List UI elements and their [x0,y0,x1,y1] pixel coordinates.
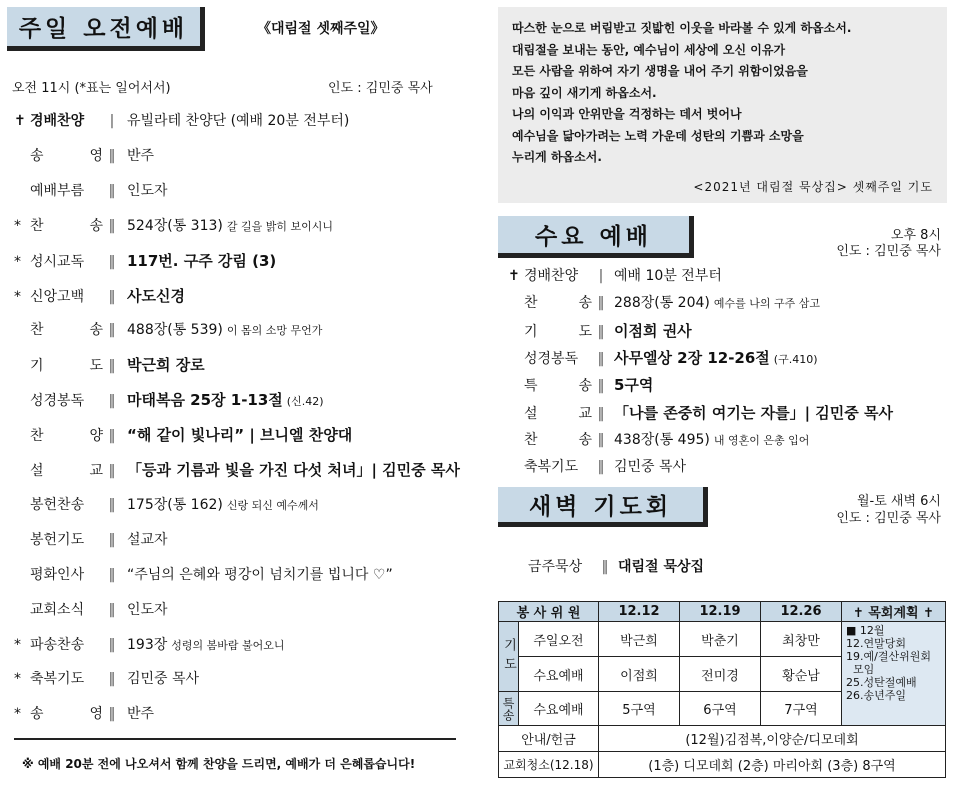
order-row [508,320,692,341]
order-item-sep: ‖ [597,350,605,367]
order-item-name: 성경봉독 [30,393,85,410]
order-item-sep: ‖ [597,295,605,312]
order-item-value: “해 같이 빛나리” | 브니엘 찬양대 [127,426,353,445]
plan-line: 12.연말당회 [846,637,906,650]
stand-marker: ✝ [14,113,26,129]
dawn-title: 새벽 기도회 [498,487,708,527]
order-item-name: 축복기도 [30,671,85,688]
vol-cell: 5구역 [599,692,680,726]
order-item-value: 193장 [127,636,168,653]
vol-cell: 최창만 [761,622,842,657]
plan-line: 25.성탄절예배 [846,676,917,689]
order-item-value: 유빌라테 찬양단 (예배 20분 전부터) [127,113,350,129]
order-row [14,110,349,130]
order-row [14,529,168,549]
vol-cell: 박근희 [599,622,680,657]
order-row [14,703,154,723]
order-item-value: 524장(통 313) [127,217,223,234]
prayer-line: 대림절을 보내는 동안, 예수님이 세상에 오신 이유가 [512,42,786,57]
wednesday-time: 오후 8시 [890,228,941,243]
wednesday-title: 수요 예배 [498,216,694,258]
plan-line: 19.예/결산위원회 [846,650,931,663]
order-item-name: 찬 송 [30,217,103,234]
order-item-sep: ‖ [108,217,116,234]
order-item-sep: ‖ [108,463,116,479]
stand-marker: * [14,253,21,270]
order-item-name: 봉헌찬송 [30,496,85,513]
vol-guide-value: (12월)김점복,이양순/디모데회 [599,726,946,752]
order-row [14,180,168,200]
order-item-sep: ‖ [108,147,116,164]
stand-marker: * [14,217,21,234]
order-row [508,429,809,449]
order-row [508,265,722,285]
dawn-time: 월-토 새벽 6시 [856,494,941,509]
order-row [14,285,185,306]
vol-plan [842,622,946,726]
order-item-value: 이점희 권사 [614,321,692,340]
dawn-item-sep: ‖ [601,559,609,575]
stand-marker: * [14,706,21,723]
order-item-sep: ‖ [597,405,605,422]
vol-header-plan: ✝ 목회계획 ✝ [842,602,946,622]
prayer-line: 모든 사람을 위하여 자기 생명을 내어 주기 위함이었음을 [512,64,808,78]
vol-cell: 7구역 [761,692,842,726]
order-item-value: 사도신경 [127,286,185,305]
order-item-name: 기 도 [30,358,103,375]
plan-line: 모임 [846,663,875,676]
order-item-name: 교회소식 [30,601,85,618]
order-item-sep: ‖ [108,253,116,270]
sunday-subtitle: 《대림절 셋째주일》 [257,21,385,37]
order-item-name: 성경봉독 [524,350,579,367]
prayer-text [512,18,851,169]
order-item-value: 박근희 장로 [127,356,205,375]
vol-header-title: 봉 사 위 원 [499,602,599,622]
order-item-sep: ‖ [597,378,605,395]
vol-clean-value: (1층) 디모데회 (2층) 마리아회 (3층) 8구역 [599,752,946,778]
plan-line: 26.송년주일 [846,689,906,702]
order-item-sep: ‖ [108,601,116,618]
sunday-time: 오전 11시 (*표는 일어서서) [12,81,171,96]
vol-row-label: 수요예배 [519,657,599,692]
order-row [14,389,324,410]
order-item-value: 인도자 [127,182,168,199]
vol-group-prayer: 기도 [499,622,519,692]
order-item-note: (구.410) [773,352,818,366]
order-row [14,599,168,619]
order-item-sep: ‖ [108,182,116,199]
order-item-value: “주님의 은혜와 평강이 넘치기를 빕니다 ♡” [127,566,393,583]
order-item-name: 송 영 [30,706,103,723]
sunday-title: 주일 오전예배 [7,7,205,51]
vol-cell: 6구역 [680,692,761,726]
order-item-name: 찬 송 [524,431,592,448]
order-item-name: 설 교 [30,463,103,479]
order-item-sep: ‖ [108,636,116,653]
order-item-value: 「등과 기름과 빛을 가진 다섯 처녀」| 김민중 목사 [127,461,460,479]
order-item-note: 이 몸의 소망 무언가 [226,324,323,338]
order-row [14,145,154,165]
stand-marker: * [14,671,21,688]
sunday-leader: 인도 : 김민중 목사 [328,81,433,96]
order-row [14,668,199,688]
order-item-value: 반주 [127,147,155,164]
dawn-meditation-row [528,556,704,576]
order-item-value: 설교자 [127,531,168,548]
order-item-value: 438장(통 495) [614,431,710,448]
order-item-name: 평화인사 [30,566,85,583]
vol-row-label: 주일오전 [519,622,599,657]
order-item-value: 488장(통 539) [127,322,223,339]
order-item-value: 마태복음 25장 1-13절 [127,391,283,410]
order-item-sep: ‖ [108,322,116,339]
order-item-note: 성령의 봄바람 불어오니 [171,638,285,652]
order-item-note: 예수를 나의 구주 삼고 [713,297,820,311]
order-item-name: 신앙고백 [30,288,85,305]
order-item-value: 김민중 목사 [614,459,687,476]
order-item-value: 인도자 [127,601,168,618]
order-item-value: 예배 10분 전부터 [614,268,722,284]
order-item-name: 찬 송 [524,295,592,312]
vol-cell: 박춘기 [680,622,761,657]
order-item-sep: ‖ [108,393,116,410]
order-item-sep: ‖ [597,431,605,448]
order-row [14,494,319,514]
prayer-line: 따스한 눈으로 버림받고 짓밟힌 이웃을 바라볼 수 있게 하옵소서. [512,21,852,35]
vol-cell: 황순남 [761,657,842,692]
dawn-item-name: 금주묵상 [528,559,583,575]
vol-header-date: 12.26 [761,602,842,622]
order-item-name: 성시교독 [30,253,85,270]
order-item-name: 봉헌기도 [30,531,85,548]
vol-guide-label: 안내/헌금 [499,726,599,752]
vol-clean-label: 교회청소(12.18) [499,752,599,778]
prayer-line: 마음 깊이 새기게 하옵소서. [512,85,657,100]
order-item-note: (신.42) [286,395,324,409]
volunteer-table [498,601,946,778]
prayer-line: 누리게 하옵소서. [512,150,602,164]
order-row [14,319,322,339]
plan-line: ■ 12월 [846,624,885,637]
order-item-name: 경배찬양 [524,268,579,284]
order-row [508,402,893,423]
order-item-value: 반주 [127,706,155,723]
order-row [508,292,820,312]
order-item-value: 117번. 구주 강림 (3) [127,251,277,270]
vol-cell: 이점희 [599,657,680,692]
dawn-item-value: 대림절 묵상집 [618,559,705,575]
order-row [508,456,686,476]
order-item-name: 경배찬양 [30,113,85,129]
order-item-name: 특 송 [524,378,592,395]
stand-marker: * [14,636,21,653]
stand-marker: * [14,288,21,305]
order-item-note: 내 영혼이 은총 입어 [713,433,810,447]
order-item-sep: ‖ [108,706,116,723]
prayer-line: 나의 이익과 안위만을 걱정하는 데서 벗어나 [512,107,742,121]
wednesday-leader: 인도 : 김민중 목사 [836,244,941,259]
order-item-sep: ‖ [108,496,116,513]
prayer-source: <2021년 대림절 묵상집> 셋째주일 기도 [693,180,933,194]
order-row [14,354,205,375]
vol-row-label: 수요예배 [519,692,599,726]
order-row [508,374,653,395]
order-item-sep: | [109,113,115,129]
order-item-name: 송 영 [30,147,103,164]
vol-header-date: 12.12 [599,602,680,622]
order-row [14,564,393,584]
sunday-footer-note: ※ 예배 20분 전에 나오셔서 함께 찬양을 드리면, 예배가 더 은혜롭습니다! [22,757,416,771]
vol-header-date: 12.19 [680,602,761,622]
order-item-name: 예배부름 [30,182,85,199]
order-item-sep: ‖ [108,671,116,688]
order-item-name: 파송찬송 [30,636,85,653]
order-item-name: 설 교 [524,405,592,422]
order-item-value: 사무엘상 2장 12-26절 [614,348,770,367]
order-item-value: 175장(통 162) [127,496,223,513]
order-item-value: 김민중 목사 [127,671,200,688]
stand-marker: ✝ [508,268,520,284]
vol-cell: 전미경 [680,657,761,692]
order-item-sep: ‖ [108,531,116,548]
order-item-sep: ‖ [108,566,116,583]
order-item-sep: | [598,268,604,284]
order-item-value: 「나를 존중히 여기는 자를」| 김민중 목사 [614,403,893,422]
order-row [14,250,276,271]
divider-line [14,738,456,740]
order-item-value: 288장(통 204) [614,295,710,312]
dawn-leader: 인도 : 김민중 목사 [836,511,941,526]
order-item-sep: ‖ [597,323,605,340]
order-item-sep: ‖ [597,459,605,476]
order-row [14,459,460,480]
order-item-note: 신랑 되신 예수께서 [226,498,319,512]
order-row [508,347,818,368]
prayer-box [498,7,947,203]
order-item-name: 찬 송 [30,322,103,339]
order-item-name: 찬 양 [30,428,103,445]
order-item-sep: ‖ [108,288,116,305]
order-item-value: 5구역 [614,376,654,395]
order-item-note: 갈 길을 밝히 보이시니 [226,219,333,233]
order-item-sep: ‖ [108,428,116,445]
prayer-line: 예수님을 닮아가려는 노력 가운데 성탄의 기쁨과 소망을 [512,128,804,143]
order-item-name: 축복기도 [524,459,579,476]
vol-group-special: 특송 [499,692,519,726]
order-item-sep: ‖ [108,358,116,375]
order-row [14,424,352,445]
order-item-name: 기 도 [524,323,592,340]
order-row [14,215,333,235]
order-row [14,634,285,654]
